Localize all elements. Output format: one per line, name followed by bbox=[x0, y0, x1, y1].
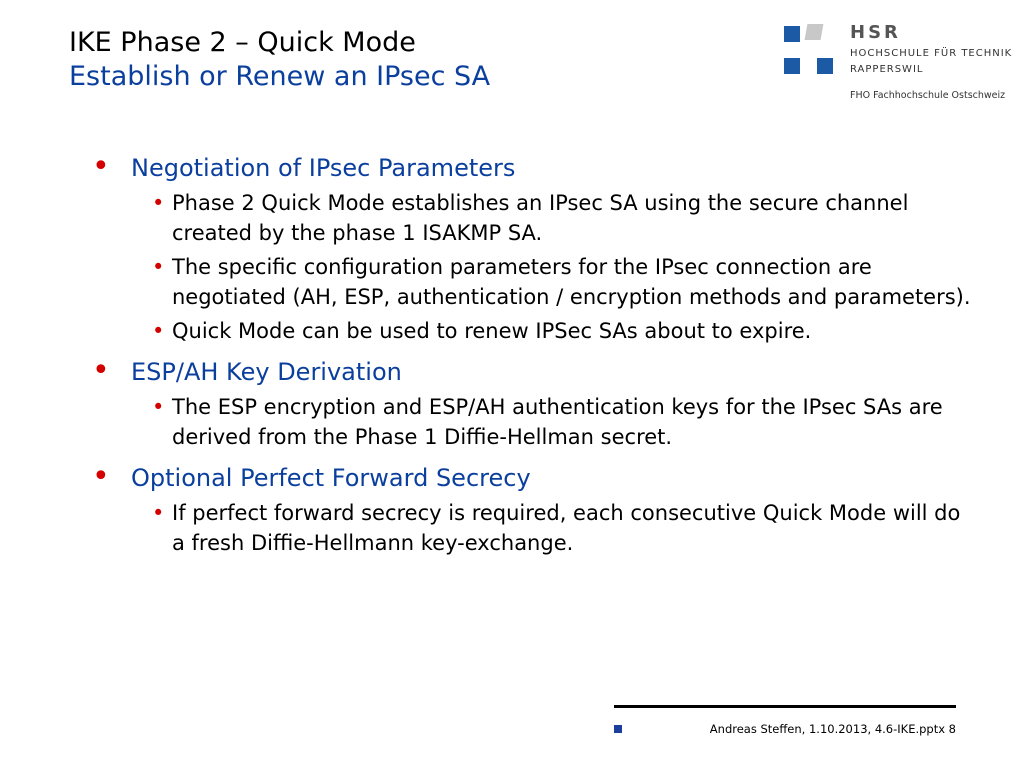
bullet-dot-icon: • bbox=[92, 149, 110, 184]
hsr-logo bbox=[784, 22, 1016, 106]
sub-bullet-text: The specific configuration parameters for the IPsec connection are negotiated (AH, ESP, authentication / encryption methods and parameters). bbox=[172, 255, 971, 309]
footer-text: Andreas Steffen, 1.10.2013, 4.6-IKE.pptx 8 bbox=[709, 722, 956, 736]
footer-square-icon bbox=[614, 725, 622, 733]
bullet-item bbox=[92, 353, 992, 452]
slide-content bbox=[92, 149, 992, 568]
title-line-1: IKE Phase 2 – Quick Mode bbox=[69, 27, 416, 58]
slide-title bbox=[69, 26, 490, 94]
bullet-heading: ESP/AH Key Derivation bbox=[131, 358, 402, 386]
sub-bullet-item bbox=[152, 392, 992, 452]
sub-bullet-item bbox=[152, 252, 992, 312]
sub-bullet-dot-icon: • bbox=[152, 501, 165, 525]
bullet-heading: Negotiation of IPsec Parameters bbox=[131, 154, 516, 182]
sub-bullet-dot-icon: • bbox=[152, 191, 165, 215]
bullet-dot-icon: • bbox=[92, 353, 110, 388]
logo-subtitle-1: HOCHSCHULE FÜR TECHNIK bbox=[850, 48, 1013, 59]
sub-bullet-dot-icon: • bbox=[152, 319, 165, 343]
sub-bullet-text: If perfect forward secrecy is required, each consecutive Quick Mode will do a fresh Diffie-Hellmann key-exchange. bbox=[172, 501, 961, 555]
logo-subtitle-3: FHO Fachhochschule Ostschweiz bbox=[850, 90, 1006, 101]
sub-bullet-item bbox=[152, 188, 992, 248]
sub-bullet-dot-icon: • bbox=[152, 395, 165, 419]
logo-name: HSR bbox=[850, 22, 901, 43]
footer-rule bbox=[614, 705, 956, 708]
logo-square bbox=[784, 58, 800, 74]
logo-square bbox=[817, 58, 833, 74]
sub-bullet-list bbox=[92, 498, 992, 558]
sub-bullet-text: The ESP encryption and ESP/AH authentication keys for the IPsec SAs are derived from the Phase 1 Diffie-Hellman secret. bbox=[172, 395, 943, 449]
sub-bullet-list bbox=[92, 188, 992, 346]
bullet-item bbox=[92, 459, 992, 558]
bullet-heading: Optional Perfect Forward Secrecy bbox=[131, 464, 531, 492]
sub-bullet-dot-icon: • bbox=[152, 255, 165, 279]
sub-bullet-list bbox=[92, 392, 992, 452]
bullet-dot-icon: • bbox=[92, 459, 110, 494]
title-line-2: Establish or Renew an IPsec SA bbox=[69, 61, 491, 92]
sub-bullet-text: Quick Mode can be used to renew IPSec SAs about to expire. bbox=[172, 319, 812, 343]
sub-bullet-text: Phase 2 Quick Mode establishes an IPsec SA using the secure channel created by the phase 1 ISAKMP SA. bbox=[172, 191, 909, 245]
sub-bullet-item bbox=[152, 498, 992, 558]
logo-subtitle-2: RAPPERSWIL bbox=[850, 64, 924, 75]
logo-square bbox=[805, 24, 824, 40]
bullet-item bbox=[92, 149, 992, 346]
logo-square bbox=[784, 26, 800, 42]
sub-bullet-item bbox=[152, 316, 992, 346]
